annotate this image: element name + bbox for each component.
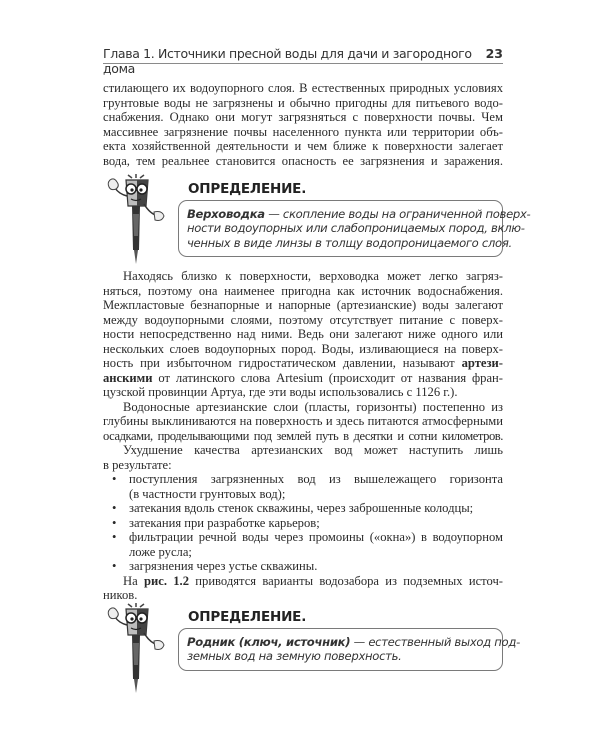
figure-reference: рис. 1.2 bbox=[143, 573, 189, 588]
bullet-text: затекания вдоль стенок скважины, через заброшенные колодцы; bbox=[129, 501, 474, 515]
text-line bbox=[103, 356, 503, 371]
bullet-item bbox=[103, 530, 503, 545]
text-line: ности водоупорных или слабопроницаемых пород, вклю- bbox=[187, 221, 525, 236]
text-line: земных вод на земную поверхность. bbox=[187, 649, 402, 664]
bullet-continuation: (в частности грунтовых вод); bbox=[129, 486, 286, 501]
text-line: вода, тем реальнее становится опасность ее загрязнения и заражения. bbox=[103, 153, 503, 168]
bullet-text: поступления загрязненных вод из вышележащего горизонта bbox=[129, 472, 503, 486]
text-line: стилающего их водоупорного слоя. В естественных природных условиях bbox=[103, 81, 503, 95]
definition-term: Верховодка bbox=[187, 207, 265, 221]
bullet-text: фильтрации речной воды через промоины («окна») в водоупорном bbox=[129, 530, 503, 544]
text-segment: приводятся варианты водозабора из подземных источ- bbox=[189, 573, 503, 588]
text-line: грунтовые воды не загрязнены и обычно пригодны для питьевого водо- bbox=[103, 95, 503, 110]
definition-heading: ОПРЕДЕЛЕНИЕ. bbox=[188, 181, 307, 197]
bullet-icon: • bbox=[112, 559, 117, 573]
text-line: няться, поэтому она наименее пригодна как источник водоснабжения. bbox=[103, 283, 503, 298]
bullet-item bbox=[103, 516, 503, 531]
bold-term: анскими bbox=[103, 370, 153, 385]
bullet-icon: • bbox=[112, 472, 117, 486]
text-line bbox=[103, 371, 503, 386]
main-text bbox=[103, 269, 503, 603]
text-line: глубины выклиниваются на поверхность и здесь питаются атмосферными bbox=[103, 414, 503, 428]
bullet-text: загрязнения через устье скважины. bbox=[129, 559, 318, 573]
running-header bbox=[103, 46, 503, 76]
text-line: цузской провинции Артуа, где эти воды использовались с 1126 г.). bbox=[103, 385, 458, 399]
text-line: между водоупорными слоями, поэтому отсутствует питание с поверх- bbox=[103, 312, 503, 327]
definition-heading: ОПРЕДЕЛЕНИЕ. bbox=[188, 609, 307, 625]
text-line: ников. bbox=[103, 588, 138, 602]
bullet-item bbox=[103, 472, 503, 487]
text-line: екта хозяйственной деятельности и чем ближе к поверхности залегает bbox=[103, 139, 503, 153]
paragraph-1 bbox=[103, 81, 503, 168]
text-line bbox=[187, 207, 531, 221]
text-line bbox=[187, 635, 520, 649]
text-line: Находясь близко к поверхности, верховодка может легко загряз- bbox=[123, 269, 503, 283]
text-line: в результате: bbox=[103, 457, 172, 472]
text-line: осадками, проделывающими под землей путь в десятки и сотни километров. bbox=[103, 428, 503, 443]
header-divider bbox=[103, 63, 503, 64]
cartoon-pen-character-icon bbox=[104, 174, 168, 266]
text-line: нескольких слоев водоупорных пород. Воды, изливающиеся на поверх- bbox=[103, 341, 503, 356]
definition-text: — естественный выход под- bbox=[350, 635, 520, 649]
bullet-icon: • bbox=[112, 515, 117, 530]
text-line: ченных в виде линзы в толщу водопроницаемого слоя. bbox=[187, 235, 512, 250]
bullet-item bbox=[103, 559, 503, 574]
bullet-icon: • bbox=[112, 501, 117, 515]
text-segment: ность при избыточном гидростатическом давлении, называют bbox=[103, 356, 462, 370]
page-number: 23 bbox=[485, 46, 503, 61]
text-line: ности непосредственно над ними. Ведь они залегают ниже одного или bbox=[103, 327, 503, 341]
text-line: Водоносные артезианские слои (пласты, горизонты) постепенно из bbox=[123, 399, 503, 414]
text-line: Ухудшение качества артезианских вод может наступить лишь bbox=[123, 443, 503, 457]
text-line: Межпластовые безнапорные и напорные (артезианские) воды залегают bbox=[103, 298, 503, 312]
definition-box bbox=[178, 200, 531, 257]
chapter-title: Глава 1. Источники пресной воды для дачи и загородного дома bbox=[103, 46, 472, 76]
cartoon-pen-character-icon bbox=[104, 603, 168, 695]
text-line: массивнее загрязнение почвы населенного пункта или территории объ- bbox=[103, 124, 503, 139]
text-line: снабжения. Однако они могут загрязняться с поверхности почвы. Чем bbox=[103, 110, 503, 124]
bullet-continuation: ложе русла; bbox=[129, 544, 192, 559]
definition-box bbox=[178, 628, 520, 671]
bullet-item bbox=[103, 501, 503, 516]
text-segment: На bbox=[123, 573, 144, 588]
text-line bbox=[103, 574, 503, 589]
definition-term: Родник (ключ, источник) bbox=[187, 635, 351, 649]
bullet-icon: • bbox=[112, 530, 117, 544]
bold-term: артези- bbox=[461, 356, 503, 370]
text-segment: от латинского слова Artesium (происходит от названия фран- bbox=[152, 370, 503, 385]
bullet-text: затекания при разработке карьеров; bbox=[129, 515, 320, 530]
definition-text: — скопление воды на ограниченной поверх- bbox=[264, 207, 531, 221]
